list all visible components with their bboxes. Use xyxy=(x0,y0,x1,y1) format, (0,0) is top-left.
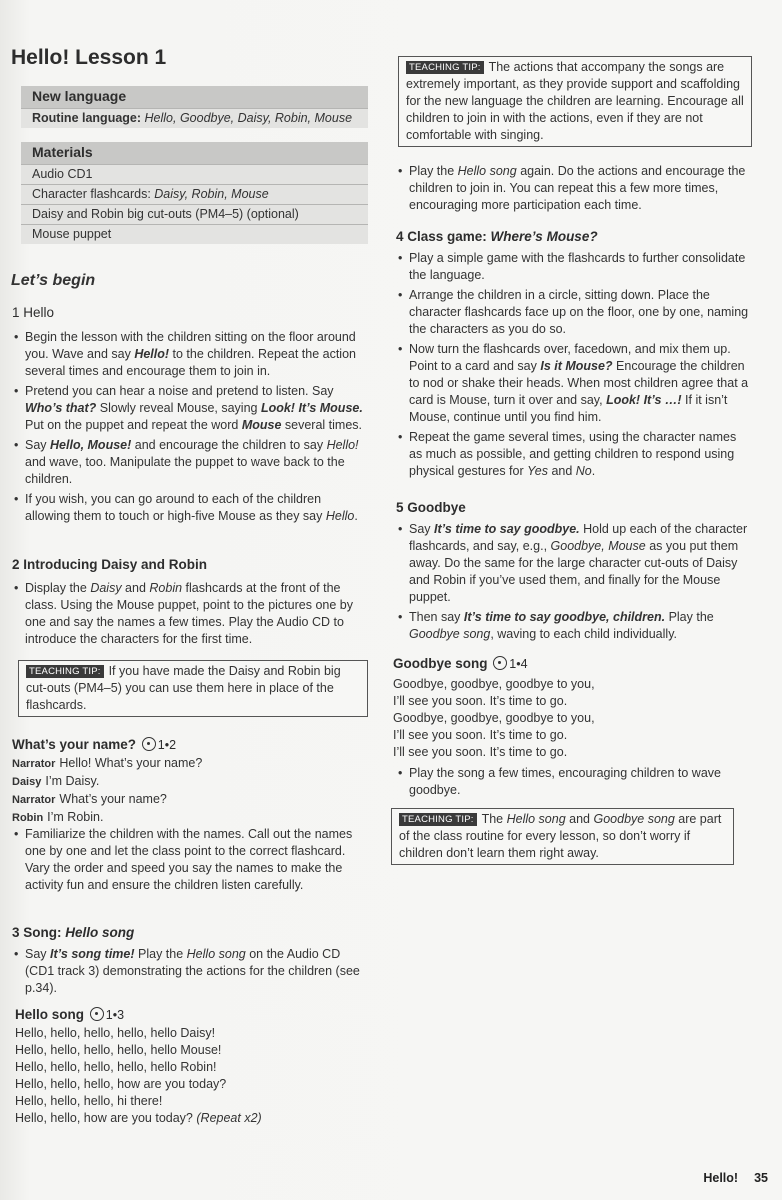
list-item: • Say It’s time to say goodbye. Hold up each of the character flashcards, and say, e.g., Goodbye, Mouse as you put them away. Do the same for the large character cut-outs of Daisy and Robin if you’ve used them, and finally for the Mouse puppet. xyxy=(396,521,752,606)
teaching-tip-label: TEACHING TIP: xyxy=(406,61,484,74)
page-title: Hello! Lesson 1 xyxy=(11,46,167,69)
new-language-heading: New language xyxy=(21,86,368,108)
list-item: • Pretend you can hear a noise and pretend to listen. Say Who’s that? Slowly reveal Mouse, saying Look! It’s Mouse. Put on the puppet and repeat the word Mouse several times. xyxy=(12,383,366,434)
new-language-box xyxy=(21,86,368,128)
list-item: • Say Hello, Mouse! and encourage the children to say Hello! and wave, too. Manipulate the puppet to wave back to the children. xyxy=(12,437,366,488)
list-item: • Play a simple game with the flashcards to further consolidate the language. xyxy=(396,250,752,284)
dialogue-line: Narrator What’s your name? xyxy=(12,792,167,806)
goodbye-song-lyrics xyxy=(393,676,595,761)
section-3-heading: 3 Song: Hello song xyxy=(12,925,135,940)
section-3-list xyxy=(12,946,366,1000)
lyric-line: Hello, hello, hello, hello, hello Mouse! xyxy=(15,1043,222,1057)
section-5-list xyxy=(396,521,752,646)
song-repeat-list xyxy=(396,163,752,217)
lyric-line: I’ll see you soon. It’s time to go. xyxy=(393,694,568,708)
materials-item: Mouse puppet xyxy=(21,224,368,244)
section-5-heading: 5 Goodbye xyxy=(396,500,466,515)
section-1-list xyxy=(12,329,366,528)
list-item: • Say It’s song time! Play the Hello song on the Audio CD (CD1 track 3) demonstrating the actions for the children (see p.34). xyxy=(12,946,366,997)
hello-song-heading: Hello song 1•3 xyxy=(15,1007,125,1022)
list-item: • Display the Daisy and Robin flashcards at the front of the class. Using the Mouse puppet, point to the pictures one by one and say the names a few times. Play the Audio CD to introduce the characters for the first time. xyxy=(12,580,366,648)
audio-cd-icon xyxy=(493,656,507,670)
goodbye-song-list xyxy=(396,765,741,802)
materials-item: Daisy and Robin big cut-outs (PM4–5) (optional) xyxy=(21,204,368,224)
teaching-tip-label: TEACHING TIP: xyxy=(26,665,104,678)
list-item: • Repeat the game several times, using the character names as much as possible, and getting children to respond using physical gestures for Yes and No. xyxy=(396,429,752,480)
goodbye-song-heading: Goodbye song 1•4 xyxy=(393,656,528,671)
page-number: 35 xyxy=(754,1171,768,1185)
lyric-line: Goodbye, goodbye, goodbye to you, xyxy=(393,711,595,725)
lets-begin-heading: Let’s begin xyxy=(11,272,96,289)
materials-item: Audio CD1 xyxy=(21,164,368,184)
lyric-line: Hello, hello, hello, hello, hello Daisy! xyxy=(15,1026,216,1040)
whats-your-name-list xyxy=(12,826,366,897)
teaching-tip-1: TEACHING TIP: If you have made the Daisy and Robin big cut-outs (PM4–5) you can use them here in place of the flashcards. xyxy=(18,660,368,717)
lyric-line: I’ll see you soon. It’s time to go. xyxy=(393,728,568,742)
lyric-line: Goodbye, goodbye, goodbye to you, xyxy=(393,677,595,691)
dialogue xyxy=(12,755,366,827)
section-4-list xyxy=(396,250,752,483)
dialogue-line: Daisy I’m Daisy. xyxy=(12,774,100,788)
audio-cd-icon xyxy=(142,737,156,751)
section-2-list xyxy=(12,580,366,651)
section-1-heading: 1 Hello xyxy=(12,305,55,320)
lyric-line: Hello, hello, hello, hello, hello Robin! xyxy=(15,1060,217,1074)
materials-box xyxy=(21,142,368,244)
dialogue-line: Narrator Hello! What’s your name? xyxy=(12,756,203,770)
list-item: • Arrange the children in a circle, sitting down. Place the character flashcards face up on the floor, one by one, naming the characters as you do so. xyxy=(396,287,752,338)
whats-your-name-heading: What’s your name? 1•2 xyxy=(12,737,177,752)
page-footer xyxy=(687,1171,768,1185)
audio-cd-icon xyxy=(90,1007,104,1021)
routine-language-row: Routine language: Hello, Goodbye, Daisy, Robin, Mouse xyxy=(21,108,368,128)
teaching-tip-3: TEACHING TIP: The Hello song and Goodbye song are part of the class routine for every lesson, so don’t worry if children don’t learn them right away. xyxy=(391,808,734,865)
section-2-heading: 2 Introducing Daisy and Robin xyxy=(12,557,208,572)
lyric-line: Hello, hello, hello, how are you today? xyxy=(15,1077,227,1091)
list-item: • Then say It’s time to say goodbye, children. Play the Goodbye song, waving to each child individually. xyxy=(396,609,752,643)
footer-label: Hello! xyxy=(703,1171,739,1185)
materials-item: Character flashcards: Daisy, Robin, Mouse xyxy=(21,184,368,204)
list-item: • Now turn the flashcards over, facedown, and mix them up. Point to a card and say Is it Mouse? Encourage the children to nod or shake their heads. When most children agree that a card is Mouse, turn it over and say, Look! It’s …! If it isn’t Mouse, continue until you find him. xyxy=(396,341,752,426)
dialogue-line: Robin I’m Robin. xyxy=(12,810,104,824)
list-item: • If you wish, you can go around to each of the children allowing them to touch or high-five Mouse as they say Hello. xyxy=(12,491,366,525)
hello-song-lyrics xyxy=(15,1025,262,1127)
list-item: • Begin the lesson with the children sitting on the floor around you. Wave and say Hello! to the children. Repeat the action several times and encourage them to join in. xyxy=(12,329,366,380)
lyric-line: Hello, hello, hello, hi there! xyxy=(15,1094,163,1108)
lyric-line: Hello, hello, how are you today? (Repeat x2) xyxy=(15,1111,262,1125)
materials-heading: Materials xyxy=(21,142,368,164)
teaching-tip-label: TEACHING TIP: xyxy=(399,813,477,826)
teaching-tip-2: TEACHING TIP: The actions that accompany the songs are extremely important, as they provide support and scaffolding for the new language the children are learning. Encourage all children to join in with the actions, even if they are not comfortable with singing. xyxy=(398,56,752,147)
list-item: • Play the song a few times, encouraging children to wave goodbye. xyxy=(396,765,741,799)
list-item: • Familiarize the children with the names. Call out the names one by one and let the class point to the correct flashcard. Vary the order and speed you say the names to make the activity fun and ensure the children listen carefully. xyxy=(12,826,366,894)
list-item: • Play the Hello song again. Do the actions and encourage the children to join in. You can repeat this a few more times, encouraging more participation each time. xyxy=(396,163,752,214)
lyric-line: I’ll see you soon. It’s time to go. xyxy=(393,745,568,759)
section-4-heading: 4 Class game: Where’s Mouse? xyxy=(396,229,598,244)
